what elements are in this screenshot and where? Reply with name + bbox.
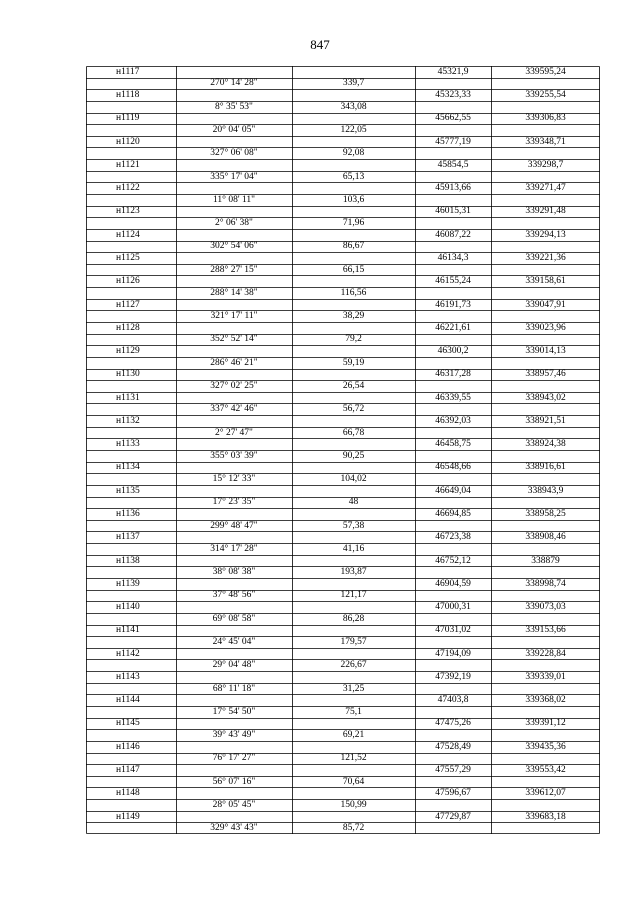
direction-angle: 2° 06' 38" (215, 218, 253, 229)
direction-angle: 17° 54' 50" (212, 706, 256, 717)
segment-length: 179,57 (340, 637, 367, 647)
point-name: н1149 (116, 811, 140, 822)
segment-length: 103,6 (342, 194, 365, 205)
direction-angle: 355° 03' 39" (210, 450, 258, 461)
point-name: н1128 (116, 322, 140, 333)
coordinate-y: 339271,47 (525, 183, 566, 194)
direction-angle: 68° 11' 18" (212, 683, 256, 694)
coordinate-x: 45662,55 (435, 113, 471, 124)
direction-angle: 8° 35' 53" (215, 101, 253, 112)
point-name: н1121 (116, 159, 140, 170)
coordinate-x: 46300,2 (437, 346, 469, 357)
coordinate-y: 339073,03 (525, 602, 566, 613)
direction-angle: 329° 43' 43" (210, 823, 258, 834)
point-name: н1133 (116, 439, 140, 450)
coordinate-y: 339612,07 (525, 788, 566, 799)
coordinate-x: 47031,02 (435, 625, 471, 636)
coordinate-x: 47528,49 (435, 741, 471, 752)
segment-length: 121,52 (340, 753, 367, 764)
point-name: н1122 (116, 183, 140, 194)
direction-angle: 337° 42' 46" (210, 404, 258, 415)
coordinate-y: 339047,91 (525, 299, 566, 310)
coordinate-x: 46723,38 (435, 532, 471, 543)
segment-length: 122,05 (340, 125, 367, 135)
coordinate-x: 47596,67 (435, 788, 471, 799)
coordinate-y: 339153,66 (525, 625, 566, 636)
direction-angle: 288° 27' 15" (210, 264, 258, 275)
segment-length: 66,78 (342, 427, 365, 438)
coordinate-x: 46191,73 (435, 299, 471, 310)
point-name: н1117 (116, 66, 140, 77)
point-name: н1127 (116, 299, 140, 310)
segment-length: 90,25 (342, 450, 365, 461)
direction-angle: 69° 08' 58" (212, 613, 256, 624)
segment-length: 339,7 (342, 78, 365, 89)
coordinate-y: 339368,02 (525, 695, 566, 706)
segment-length: 31,25 (342, 683, 365, 694)
point-name: н1139 (116, 578, 140, 589)
segment-length: 56,72 (342, 404, 365, 415)
coordinate-x: 46548,66 (435, 462, 471, 473)
coordinate-y: 338879 (531, 555, 560, 566)
direction-angle: 288° 14' 38" (210, 287, 258, 298)
direction-angle: 302° 54' 06" (210, 241, 258, 252)
coordinate-y: 339255,54 (525, 90, 566, 101)
segment-length: 59,19 (342, 357, 365, 368)
point-name: н1141 (116, 625, 140, 636)
direction-angle: 24° 45' 04" (212, 637, 256, 647)
coordinate-y: 339435,36 (525, 741, 566, 752)
direction-angle: 270° 14' 28" (210, 78, 258, 89)
coordinate-y: 338998,74 (525, 578, 566, 589)
point-name: н1129 (116, 346, 140, 357)
direction-angle: 2° 27' 47" (215, 427, 253, 438)
segment-length: 86,28 (342, 613, 365, 624)
point-name: н1148 (116, 788, 140, 799)
point-name: н1138 (116, 555, 140, 566)
coordinate-x: 45321,9 (437, 66, 469, 77)
coordinate-x: 46317,28 (435, 369, 471, 380)
coordinate-y: 338958,25 (525, 509, 566, 519)
coordinate-y: 338943,02 (525, 392, 566, 403)
coordinate-y: 338924,38 (525, 439, 566, 450)
coordinate-y: 339228,84 (525, 648, 566, 659)
segment-length: 70,64 (342, 776, 365, 787)
segment-length: 38,29 (342, 311, 365, 322)
coordinate-y: 339553,42 (525, 765, 566, 775)
point-name: н1143 (116, 671, 140, 682)
coordinate-x: 46458,75 (435, 439, 471, 450)
point-name: н1147 (116, 765, 140, 775)
coordinate-y: 339221,36 (525, 253, 566, 263)
page-number: 847 (310, 37, 330, 52)
point-name: н1137 (116, 532, 140, 543)
direction-angle: 335° 17' 04" (210, 171, 258, 182)
direction-angle: 11° 08' 11" (213, 194, 255, 205)
segment-length: 193,87 (340, 567, 367, 578)
direction-angle: 56° 07' 16" (212, 776, 256, 787)
direction-angle: 38° 08' 38" (212, 567, 256, 578)
coordinate-x: 46392,03 (435, 415, 471, 426)
point-name: н1131 (116, 392, 140, 403)
coordinate-x: 47194,09 (435, 648, 471, 659)
direction-angle: 286° 46' 21" (210, 357, 258, 368)
coordinate-y: 339294,13 (525, 229, 566, 240)
segment-length: 226,67 (340, 660, 367, 671)
coordinate-y: 339023,96 (525, 322, 566, 333)
point-name: н1124 (116, 229, 140, 240)
coordinate-x: 46649,04 (435, 485, 471, 496)
coordinate-x: 47403,8 (437, 695, 469, 706)
segment-length: 92,08 (342, 148, 365, 159)
point-name: н1130 (116, 369, 140, 380)
point-name: н1140 (116, 602, 140, 613)
segment-length: 121,17 (340, 590, 367, 601)
coordinate-x: 47557,29 (435, 765, 471, 775)
point-name: н1118 (116, 90, 140, 101)
point-name: н1126 (116, 276, 140, 287)
segment-length: 57,38 (342, 520, 365, 531)
point-name: н1142 (116, 648, 140, 659)
coordinate-x: 47392,19 (435, 671, 471, 682)
coordinate-y: 339348,71 (525, 136, 566, 147)
segment-length: 48 (348, 497, 359, 508)
coordinate-x: 46015,31 (435, 206, 471, 217)
direction-angle: 321° 17' 11" (210, 311, 258, 322)
coordinate-x: 46134,3 (437, 253, 469, 263)
direction-angle: 28° 05' 45" (212, 799, 256, 810)
coordinate-y: 338943,9 (527, 485, 564, 496)
coordinate-y: 339298,7 (527, 159, 564, 170)
coordinate-y: 338916,61 (525, 462, 566, 473)
direction-angle: 29° 04' 48" (212, 660, 256, 671)
coordinate-x: 47475,26 (435, 718, 471, 729)
segment-length: 116,56 (340, 287, 367, 298)
coordinate-y: 339158,61 (525, 276, 566, 287)
point-name: н1132 (116, 415, 140, 426)
direction-angle: 314° 17' 28" (210, 543, 258, 554)
coordinate-x: 45854,5 (437, 159, 469, 170)
direction-angle: 15° 12' 33" (212, 474, 256, 485)
direction-angle: 37° 48' 56" (212, 590, 256, 601)
point-name: н1134 (116, 462, 140, 473)
segment-length: 150,99 (340, 799, 367, 810)
segment-length: 41,16 (342, 543, 365, 554)
segment-length: 65,13 (342, 171, 365, 182)
coordinate-y: 339306,83 (525, 113, 566, 124)
segment-length: 66,15 (342, 264, 365, 275)
segment-length: 104,02 (340, 474, 367, 485)
coordinate-y: 338957,46 (525, 369, 566, 380)
point-name: н1145 (116, 718, 140, 729)
coordinate-x: 45913,66 (435, 183, 471, 194)
segment-length: 69,21 (342, 730, 365, 741)
coordinate-y: 339595,24 (525, 66, 566, 77)
direction-angle: 327° 06' 08" (210, 148, 258, 159)
point-name: н1144 (116, 695, 140, 706)
segment-length: 79,2 (345, 334, 362, 345)
coordinate-x: 46087,22 (435, 229, 471, 240)
segment-length: 75,1 (345, 706, 362, 717)
direction-angle: 20° 04' 05" (212, 125, 256, 135)
direction-angle: 76° 17' 27" (212, 753, 256, 764)
coordinate-x: 46694,85 (435, 509, 471, 519)
segment-length: 86,67 (342, 241, 365, 252)
coordinate-y: 339339,01 (525, 671, 566, 682)
point-name: н1123 (116, 206, 140, 217)
coordinate-x: 46155,24 (435, 276, 471, 287)
coordinate-y: 339683,18 (525, 811, 566, 822)
coordinate-y: 339014,13 (525, 346, 566, 357)
coordinate-x: 45777,19 (435, 136, 471, 147)
coordinate-x: 45323,33 (435, 90, 471, 101)
segment-length: 85,72 (342, 823, 365, 834)
coordinate-x: 46221,61 (435, 322, 471, 333)
coordinates-table (86, 66, 600, 834)
coordinate-x: 46904,59 (435, 578, 471, 589)
coordinate-x: 46752,12 (435, 555, 471, 566)
point-name: н1146 (116, 741, 140, 752)
point-name: н1119 (116, 113, 140, 124)
direction-angle: 327° 02' 25" (210, 381, 258, 391)
segment-length: 343,08 (340, 101, 367, 112)
point-name: н1136 (116, 509, 140, 519)
coordinate-y: 339291,48 (525, 206, 566, 217)
point-name: н1120 (116, 136, 140, 147)
point-name: н1125 (116, 253, 140, 263)
coordinate-y: 338908,46 (525, 532, 566, 543)
segment-length: 71,96 (342, 218, 365, 229)
coordinate-x: 47729,87 (435, 811, 471, 822)
segment-length: 26,54 (342, 381, 365, 391)
direction-angle: 39° 43' 49" (212, 730, 256, 741)
direction-angle: 17° 23' 35" (212, 497, 256, 508)
direction-angle: 299° 48' 47" (210, 520, 258, 531)
direction-angle: 352° 52' 14" (210, 334, 258, 345)
coordinate-y: 339391,12 (525, 718, 566, 729)
coordinate-x: 47000,31 (435, 602, 471, 613)
coordinate-x: 46339,55 (435, 392, 471, 403)
coordinate-y: 338921,51 (525, 415, 566, 426)
point-name: н1135 (116, 485, 140, 496)
